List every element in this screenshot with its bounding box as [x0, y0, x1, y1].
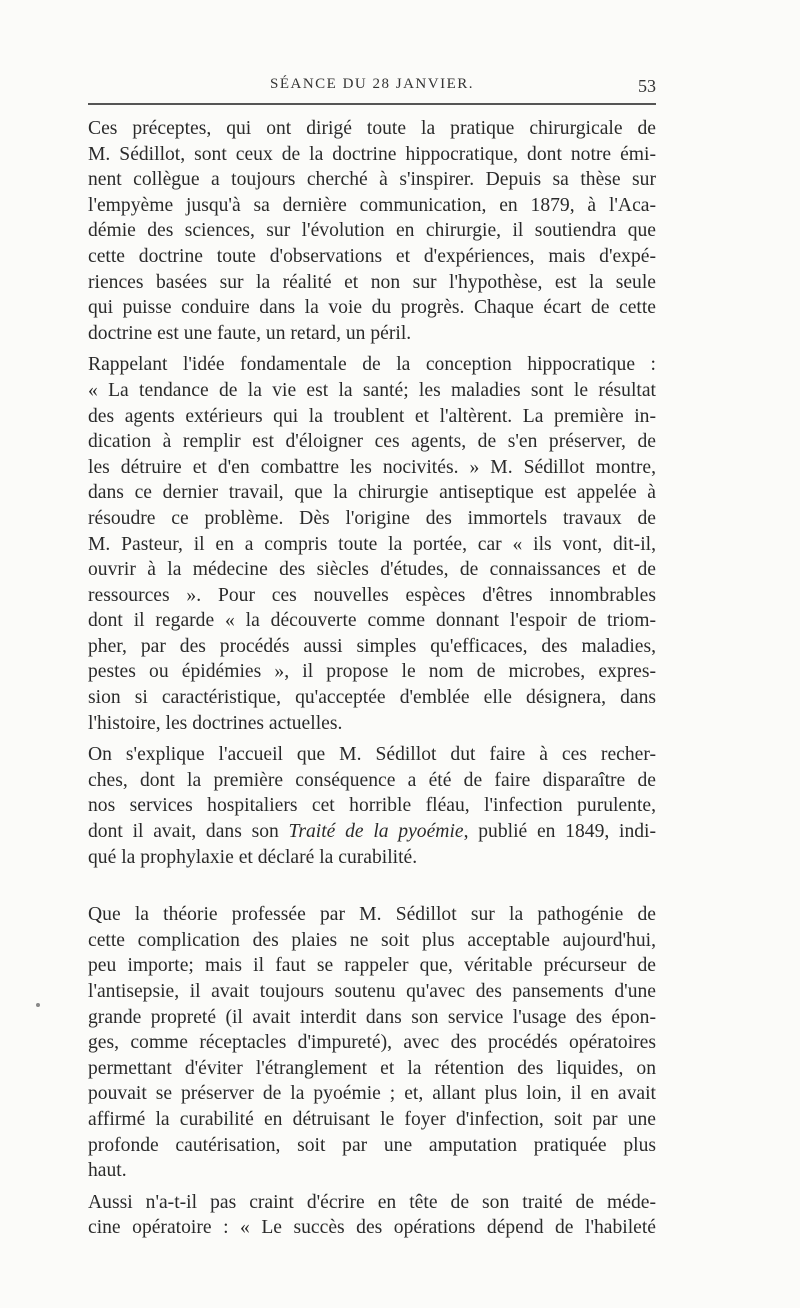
text-line: M. Sédillot, sont ceux de la doctrine hippocratique, dont notre émi- — [88, 143, 656, 165]
text-line: doctrine est une faute, un retard, un péril. — [88, 322, 412, 344]
paragraph-1 — [88, 116, 656, 346]
header-rule — [88, 103, 656, 105]
text-line: nent collègue a toujours cherché à s'inspirer. Depuis sa thèse sur — [88, 169, 656, 191]
text-line: dans ce dernier travail, que la chirurgie antiseptique est appelée à — [88, 482, 656, 504]
text-line: dont il regarde « la découverte comme donnant l'espoir de triom- — [88, 610, 656, 632]
text-line: M. Pasteur, il en a compris toute la portée, car « ils vont, dit-il, — [88, 533, 656, 555]
text-line: grande propreté (il avait interdit dans son service l'usage des épon- — [88, 1006, 656, 1028]
text-line: ouvrir à la médecine des siècles d'études, de connaissances et de — [88, 559, 656, 581]
text-line: riences basées sur la réalité et non sur l'hypothèse, est la seule — [88, 271, 656, 293]
book-title: Traité de la pyoémie — [288, 821, 464, 843]
text-line: qui puisse conduire dans la voie du progrès. Chaque écart de cette — [88, 297, 656, 319]
text-line: l'histoire, les doctrines actuelles. — [88, 712, 343, 734]
text-line: démie des sciences, sur l'évolution en chirurgie, il soutiendra que — [88, 220, 656, 242]
text-line — [88, 819, 656, 845]
text-line: profonde cautérisation, soit par une amputation pratiquée plus — [88, 1134, 656, 1156]
text-line: sion si caractéristique, qu'acceptée d'emblée elle désignera, dans — [88, 687, 656, 709]
text-line: permettant d'éviter l'étranglement et la rétention des liquides, on — [88, 1057, 656, 1079]
paragraph-5 — [88, 1190, 656, 1241]
text-line: qué la prophylaxie et déclaré la curabilité. — [88, 846, 418, 868]
paragraph-2 — [88, 352, 656, 736]
text-line: « La tendance de la vie est la santé; les maladies sont le résultat — [88, 379, 656, 401]
text-line: résoudre ce problème. Dès l'origine des immortels travaux de — [88, 507, 656, 529]
text-line: Rappelant l'idée fondamentale de la conception hippocratique : — [88, 354, 656, 376]
text-line: cette doctrine toute d'observations et d'expériences, mais d'expé- — [88, 245, 656, 267]
body-text — [88, 116, 656, 1241]
paragraph-3 — [88, 742, 656, 870]
text-line: l'empyème jusqu'à sa dernière communication, en 1879, à l'Aca- — [88, 194, 656, 216]
text-line: On s'explique l'accueil que M. Sédillot dut faire à ces recher- — [88, 744, 656, 766]
text-line: des agents extérieurs qui la troublent et l'altèrent. La première in- — [88, 405, 656, 427]
paragraph-4 — [88, 902, 656, 1184]
text-line: cette complication des plaies ne soit plus acceptable aujourd'hui, — [88, 929, 656, 951]
page-number: 53 — [638, 76, 656, 96]
margin-mark — [36, 1003, 40, 1007]
text-line: haut. — [88, 1160, 127, 1182]
running-header — [88, 76, 656, 100]
text-line: pestes ou épidémies », il propose le nom de microbes, expres- — [88, 661, 656, 683]
text-line: Aussi n'a-t-il pas craint d'écrire en tête de son traité de méde- — [88, 1191, 656, 1213]
text-line: nos services hospitaliers cet horrible fléau, l'infection purulente, — [88, 795, 656, 817]
text-segment: dont il avait, dans son — [88, 821, 289, 843]
text-line: dication à remplir est d'éloigner ces agents, de s'en préserver, de — [88, 431, 656, 453]
text-segment: , publié en 1849, indi- — [463, 821, 657, 843]
text-line: Ces préceptes, qui ont dirigé toute la pratique chirurgicale de — [88, 118, 656, 139]
text-line: ges, comme réceptacles d'impureté), avec des procédés opératoires — [88, 1032, 656, 1054]
text-line: l'antisepsie, il avait toujours soutenu qu'avec des pansements d'une — [88, 981, 656, 1002]
text-line: ches, dont la première conséquence a été de faire disparaître de — [88, 769, 656, 791]
text-line: Que la théorie professée par M. Sédillot sur la pathogénie de — [88, 904, 656, 926]
text-line: les détruire et d'en combattre les nocivités. » M. Sédillot montre, — [88, 456, 656, 478]
text-line: cine opératoire : « Le succès des opérations dépend de l'habileté — [88, 1217, 656, 1239]
text-line: affirmé la curabilité en détruisant le foyer d'infection, soit par une — [88, 1108, 656, 1130]
header-title: SÉANCE DU 28 JANVIER. — [270, 76, 474, 92]
text-line: peu importe; mais il faut se rappeler que, véritable précurseur de — [88, 955, 656, 977]
text-line: pher, par des procédés aussi simples qu'efficaces, des maladies, — [88, 635, 656, 657]
text-line: ressources ». Pour ces nouvelles espèces d'êtres innombrables — [88, 584, 656, 606]
text-line: pouvait se préserver de la pyoémie ; et, allant plus loin, il en avait — [88, 1083, 656, 1105]
